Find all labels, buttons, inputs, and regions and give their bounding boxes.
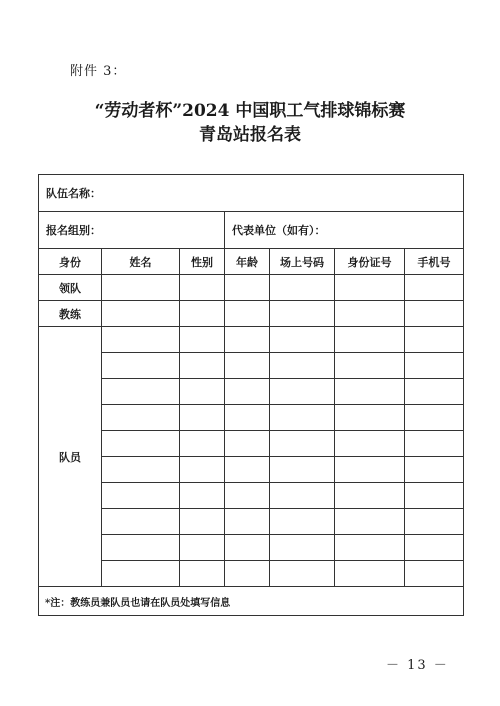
cell[interactable]: [102, 275, 180, 301]
cell[interactable]: [270, 561, 335, 587]
cell[interactable]: [102, 327, 180, 353]
cell[interactable]: [405, 509, 464, 535]
header-name: 姓名: [102, 249, 180, 275]
cell[interactable]: [270, 353, 335, 379]
document-title: “劳动者杯”2024 中国职工气排球锦标赛: [94, 101, 406, 121]
player-row: [39, 483, 464, 509]
cell[interactable]: [335, 353, 405, 379]
form-note: *注：教练员兼队员也请在队员处填写信息: [39, 587, 464, 616]
team-name-field[interactable]: [39, 175, 464, 212]
cell[interactable]: [405, 275, 464, 301]
cell[interactable]: [405, 561, 464, 587]
cell[interactable]: [270, 301, 335, 327]
cell[interactable]: [335, 301, 405, 327]
cell[interactable]: [405, 379, 464, 405]
header-jersey-number: 场上号码: [270, 249, 335, 275]
header-identity: 身份: [39, 249, 102, 275]
coach-row: [39, 301, 464, 327]
cell[interactable]: [270, 405, 335, 431]
cell[interactable]: [180, 301, 225, 327]
cell[interactable]: [270, 379, 335, 405]
cell[interactable]: [225, 405, 270, 431]
leader-label: 领队: [39, 275, 102, 301]
player-row: [39, 353, 464, 379]
group-field[interactable]: [39, 212, 225, 249]
cell[interactable]: [270, 535, 335, 561]
cell[interactable]: [335, 509, 405, 535]
header-id-number: 身份证号: [335, 249, 405, 275]
cell[interactable]: [335, 379, 405, 405]
cell[interactable]: [270, 327, 335, 353]
cell[interactable]: [102, 483, 180, 509]
players-label: 队员: [39, 327, 102, 587]
cell[interactable]: [335, 431, 405, 457]
registration-form-table: [38, 174, 464, 616]
attachment-label: 附件 3：: [70, 64, 127, 79]
cell[interactable]: [335, 561, 405, 587]
header-phone: 手机号: [405, 249, 464, 275]
cell[interactable]: [225, 535, 270, 561]
cell[interactable]: [335, 457, 405, 483]
cell[interactable]: [102, 431, 180, 457]
player-row: [39, 405, 464, 431]
note-row: [39, 587, 464, 616]
page-number: － 13 －: [386, 658, 449, 673]
cell[interactable]: [270, 275, 335, 301]
cell[interactable]: [335, 535, 405, 561]
document-subtitle: 青岛站报名表: [199, 125, 301, 145]
unit-field[interactable]: [225, 212, 464, 249]
cell[interactable]: [335, 483, 405, 509]
cell[interactable]: [225, 509, 270, 535]
cell[interactable]: [102, 509, 180, 535]
cell[interactable]: [405, 405, 464, 431]
player-row: [39, 509, 464, 535]
cell[interactable]: [180, 327, 225, 353]
cell[interactable]: [405, 431, 464, 457]
cell[interactable]: [225, 483, 270, 509]
cell[interactable]: [270, 483, 335, 509]
cell[interactable]: [225, 561, 270, 587]
cell[interactable]: [270, 431, 335, 457]
cell[interactable]: [102, 535, 180, 561]
cell[interactable]: [180, 483, 225, 509]
cell[interactable]: [225, 301, 270, 327]
cell[interactable]: [270, 509, 335, 535]
cell[interactable]: [225, 457, 270, 483]
coach-label: 教练: [39, 301, 102, 327]
cell[interactable]: [405, 353, 464, 379]
player-row: [39, 431, 464, 457]
cell[interactable]: [102, 457, 180, 483]
cell[interactable]: [180, 431, 225, 457]
unit-label: 代表单位（如有）：: [232, 224, 326, 237]
cell[interactable]: [405, 535, 464, 561]
cell[interactable]: [335, 327, 405, 353]
cell[interactable]: [102, 301, 180, 327]
cell[interactable]: [225, 431, 270, 457]
team-name-row: [39, 175, 464, 212]
cell[interactable]: [180, 405, 225, 431]
cell[interactable]: [180, 509, 225, 535]
player-row: [39, 379, 464, 405]
leader-row: [39, 275, 464, 301]
cell[interactable]: [405, 301, 464, 327]
cell[interactable]: [102, 405, 180, 431]
player-row: [39, 561, 464, 587]
cell[interactable]: [225, 327, 270, 353]
cell[interactable]: [102, 561, 180, 587]
group-unit-row: [39, 212, 464, 249]
cell[interactable]: [102, 379, 180, 405]
cell[interactable]: [225, 353, 270, 379]
cell[interactable]: [180, 561, 225, 587]
cell[interactable]: [180, 379, 225, 405]
cell[interactable]: [405, 483, 464, 509]
cell[interactable]: [180, 275, 225, 301]
cell[interactable]: [180, 535, 225, 561]
cell[interactable]: [180, 457, 225, 483]
cell[interactable]: [102, 353, 180, 379]
player-row: [39, 457, 464, 483]
player-row: [39, 535, 464, 561]
cell[interactable]: [335, 275, 405, 301]
header-row: [39, 249, 464, 275]
cell[interactable]: [225, 379, 270, 405]
cell[interactable]: [270, 457, 335, 483]
cell[interactable]: [180, 353, 225, 379]
player-row: [39, 327, 464, 353]
header-gender: 性别: [180, 249, 225, 275]
header-age: 年龄: [225, 249, 270, 275]
cell[interactable]: [405, 457, 464, 483]
cell[interactable]: [225, 275, 270, 301]
cell[interactable]: [405, 327, 464, 353]
cell[interactable]: [335, 405, 405, 431]
team-name-label: 队伍名称：: [46, 187, 101, 200]
group-label: 报名组别：: [46, 224, 101, 237]
